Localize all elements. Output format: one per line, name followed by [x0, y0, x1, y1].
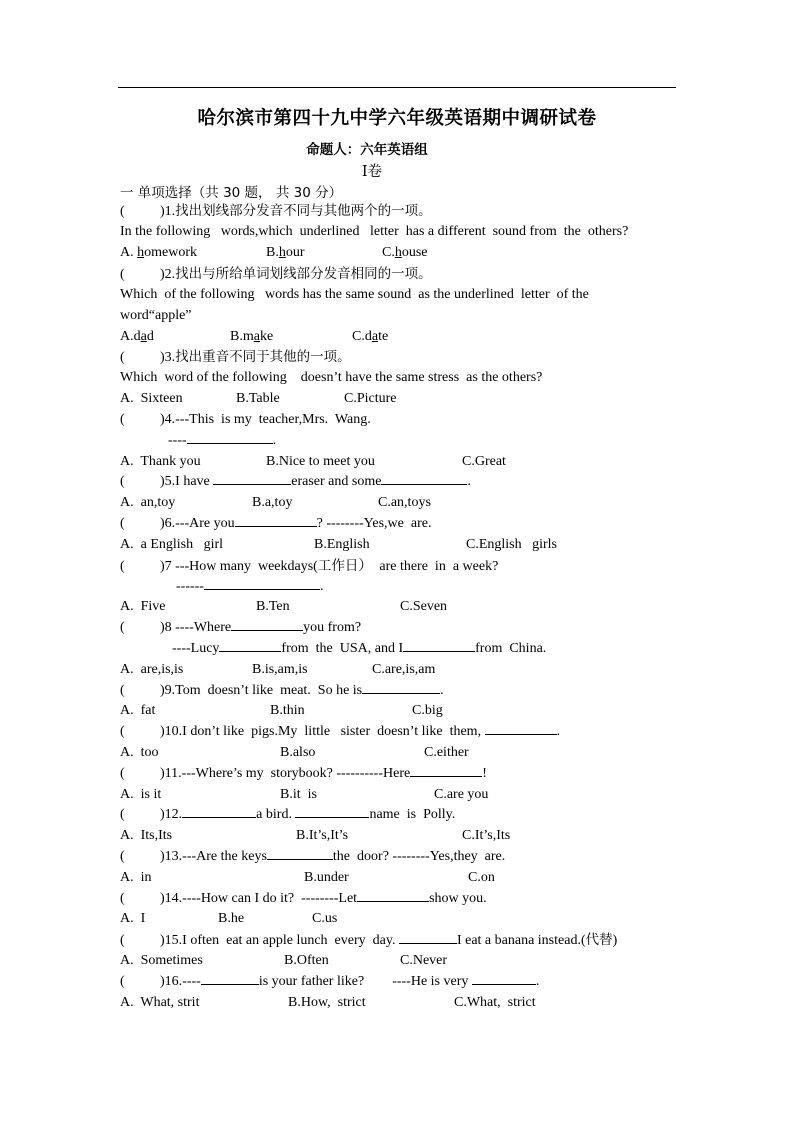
answer-blank	[357, 889, 429, 902]
option-a: A. Thank you	[120, 454, 201, 469]
question-3-options	[120, 389, 680, 409]
exam-author: 命题人：六年英语组	[306, 142, 428, 158]
option-a: A. Its,Its	[120, 828, 173, 843]
option-c: C.big	[412, 703, 443, 718]
question-2: ( )2.找出与所给单词划线部分发音相同的一项。	[120, 266, 432, 282]
option-c: C.Picture	[344, 391, 397, 406]
option-b: B.English	[314, 537, 370, 552]
question-2-stem-en: Which of the following words has the same sound as the underlined letter of the	[120, 287, 589, 302]
question-7-answer: ------ .	[176, 579, 324, 594]
question-5-options	[120, 493, 680, 513]
option-b: B.also	[280, 745, 316, 760]
question-12: ( )12. a bird. name is Polly.	[120, 807, 456, 822]
header-rule	[118, 87, 676, 88]
answer-blank	[267, 847, 333, 860]
option-b: B.Nice to meet you	[266, 454, 375, 469]
option-c: C.Seven	[400, 599, 448, 614]
question-1-stem-en: In the following words,which underlined letter has a different sound from the others?	[120, 224, 629, 239]
question-6: ( )6.---Are you ? --------Yes,we are.	[120, 516, 432, 531]
question-6-options	[120, 535, 680, 555]
answer-blank	[295, 805, 369, 818]
question-7-options	[120, 597, 680, 617]
option-b: B.hour	[266, 245, 305, 260]
question-2-options	[120, 327, 680, 347]
answer-blank	[410, 764, 482, 777]
option-a: A. too	[120, 745, 159, 760]
option-a: A.dad	[120, 329, 154, 344]
answer-blank	[204, 577, 320, 590]
question-4-answer: ---- .	[168, 433, 277, 448]
answer-blank	[399, 931, 457, 944]
option-b: B.make	[230, 329, 274, 344]
question-16-options	[120, 993, 680, 1013]
option-c: C.date	[352, 329, 389, 344]
question-3: ( )3.找出重音不同于其他的一项。	[120, 349, 351, 365]
option-c: C.It’s,Its	[462, 828, 511, 843]
question-4-options	[120, 452, 680, 472]
answer-blank	[235, 514, 317, 527]
volume-label: Ⅰ卷	[361, 164, 383, 180]
option-a: A. I	[120, 911, 146, 926]
option-a: A. What, strit	[120, 995, 200, 1010]
question-11: ( )11.---Where’s my storybook? ----------Here !	[120, 766, 487, 781]
option-b: B.Ten	[256, 599, 290, 614]
question-9-options	[120, 701, 680, 721]
option-b: B.thin	[270, 703, 305, 718]
option-c: C.us	[312, 911, 338, 926]
question-2-stem-en-2: word“apple”	[120, 308, 192, 323]
option-b: B.under	[304, 870, 349, 885]
option-a: A. an,toy	[120, 495, 176, 510]
option-c: C.Great	[462, 454, 506, 469]
answer-blank	[403, 639, 475, 652]
question-8-answer: ----Lucy from the USA, and I from China.	[172, 641, 547, 656]
option-a: A. is it	[120, 787, 162, 802]
answer-blank	[362, 681, 440, 694]
exam-title: 哈尔滨市第四十九中学六年级英语期中调研试卷	[197, 108, 597, 129]
option-b: B.is,am,is	[252, 662, 308, 677]
section-heading: 一 单项选择（共 30 题， 共 30 分）	[120, 185, 343, 201]
question-3-stem-en: Which word of the following doesn’t have the same stress as the others?	[120, 370, 543, 385]
option-b: B.a,toy	[252, 495, 293, 510]
question-15-options	[120, 951, 680, 971]
option-c: C.on	[468, 870, 495, 885]
question-8-options	[120, 660, 680, 680]
option-b: B.he	[218, 911, 245, 926]
option-b: B.it is	[280, 787, 317, 802]
option-a: A. fat	[120, 703, 156, 718]
question-1-options	[120, 243, 680, 263]
question-11-options	[120, 785, 680, 805]
option-a: A. Five	[120, 599, 166, 614]
option-b: B.Table	[236, 391, 280, 406]
option-b: B.It’s,It’s	[296, 828, 349, 843]
option-a: A. Sometimes	[120, 953, 203, 968]
option-a: A. are,is,is	[120, 662, 184, 677]
answer-blank	[187, 431, 273, 444]
question-12-options	[120, 826, 680, 846]
option-c: C.either	[424, 745, 469, 760]
option-a: A. Sixteen	[120, 391, 183, 406]
question-1: ( )1.找出划线部分发音不同与其他两个的一项。	[120, 203, 432, 219]
option-c: C.What, strict	[454, 995, 536, 1010]
option-c: C.English girls	[466, 537, 558, 552]
question-8: ( )8 ----Where you from?	[120, 620, 362, 635]
question-9: ( )9.Tom doesn’t like meat. So he is .	[120, 683, 444, 698]
answer-blank	[182, 805, 256, 818]
answer-blank	[213, 472, 291, 485]
question-16: ( )16.---- is your father like? ----He is very .	[120, 974, 540, 989]
option-c: C.house	[382, 245, 428, 260]
option-b: B.Often	[284, 953, 329, 968]
answer-blank	[472, 972, 536, 985]
answer-blank	[381, 472, 467, 485]
option-a: A. homework	[120, 245, 198, 260]
option-c: C.are,is,am	[372, 662, 436, 677]
question-14-options	[120, 909, 680, 929]
question-7: ( )7 ---How many weekdays(工作日） are there in a week?	[120, 558, 499, 574]
option-a: A. in	[120, 870, 152, 885]
question-4: ( )4.---This is my teacher,Mrs. Wang.	[120, 412, 371, 427]
answer-blank	[231, 618, 303, 631]
answer-blank	[485, 722, 557, 735]
option-a: A. a English girl	[120, 537, 224, 552]
answer-blank	[219, 639, 281, 652]
option-b: B.How, strict	[288, 995, 366, 1010]
question-5: ( )5.I have eraser and some .	[120, 474, 471, 489]
question-10: ( )10.I don’t like pigs.My little sister doesn’t like them, .	[120, 724, 561, 739]
question-10-options	[120, 743, 680, 763]
question-14: ( )14.----How can I do it? --------Let show you.	[120, 891, 487, 906]
question-15: ( )15.I often eat an apple lunch every day. I eat a banana instead.(代替)	[120, 932, 618, 948]
option-c: C.are you	[434, 787, 489, 802]
option-c: C.an,toys	[378, 495, 431, 510]
question-13-options	[120, 868, 680, 888]
answer-blank	[201, 972, 259, 985]
option-c: C.Never	[400, 953, 448, 968]
question-13: ( )13.---Are the keys the door? --------Yes,they are.	[120, 849, 506, 864]
